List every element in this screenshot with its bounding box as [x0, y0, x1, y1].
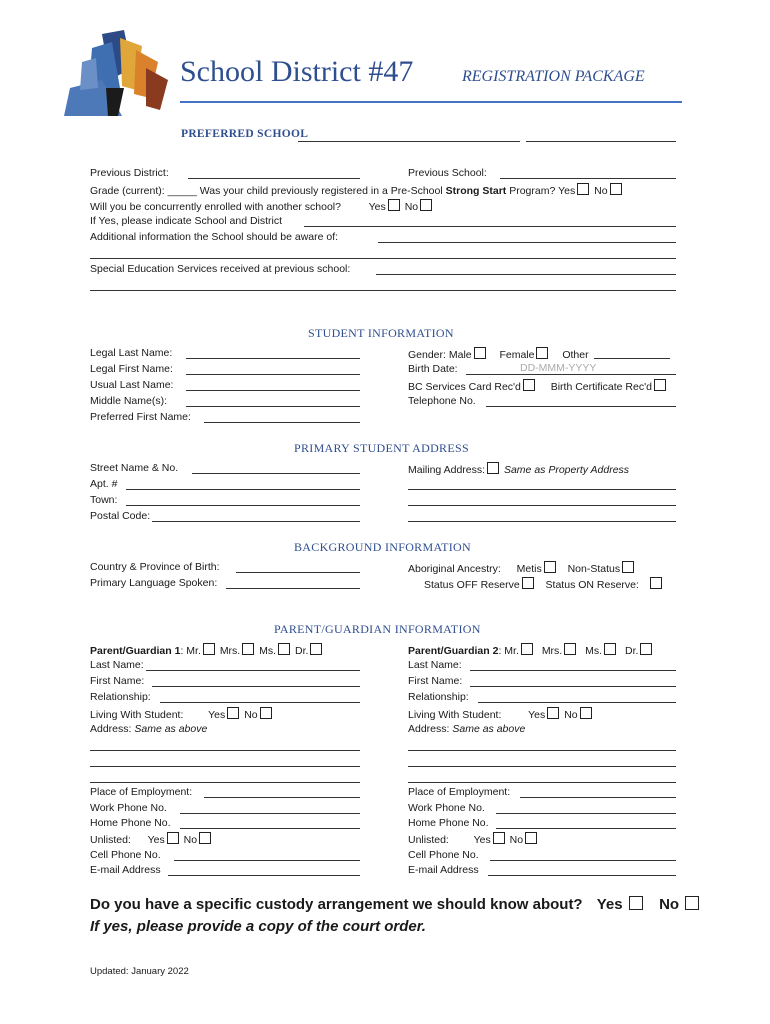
- g1-first-field[interactable]: [152, 686, 360, 687]
- g1-employment-field[interactable]: [204, 797, 360, 798]
- non-status-checkbox[interactable]: [622, 561, 634, 573]
- g1-home-phone-field[interactable]: [180, 828, 360, 829]
- additional-info-field[interactable]: [378, 242, 676, 243]
- g1-relationship-field[interactable]: [160, 702, 360, 703]
- special-ed-field-2[interactable]: [90, 290, 676, 291]
- postal-label: Postal Code:: [90, 510, 151, 522]
- gender-male-checkbox[interactable]: [474, 347, 486, 359]
- g2-work-phone-field[interactable]: [496, 813, 676, 814]
- g1-address-field-1[interactable]: [90, 750, 360, 751]
- street-field[interactable]: [192, 473, 360, 474]
- custody-yes-checkbox[interactable]: [629, 896, 643, 910]
- g2-cell-field[interactable]: [490, 860, 676, 861]
- custody-question-row: Do you have a specific custody arrangement we should know about? Yes No: [90, 896, 701, 913]
- g2-email-label: E-mail Address: [408, 864, 479, 876]
- g2-home-phone-label: Home Phone No.: [408, 817, 489, 829]
- previous-school-field[interactable]: [500, 178, 676, 179]
- g1-last-label: Last Name:: [90, 659, 144, 671]
- g1-dr-checkbox[interactable]: [310, 643, 322, 655]
- document-subtitle: REGISTRATION PACKAGE: [462, 68, 645, 85]
- middle-name-field[interactable]: [186, 406, 360, 407]
- mailing-field-2[interactable]: [408, 505, 676, 506]
- g1-address-field-2[interactable]: [90, 766, 360, 767]
- g2-unlisted-no-checkbox[interactable]: [525, 832, 537, 844]
- if-yes-school-label: If Yes, please indicate School and District: [90, 215, 283, 227]
- g1-unlisted-no-checkbox[interactable]: [199, 832, 211, 844]
- g2-first-label: First Name:: [408, 675, 463, 687]
- g1-mr-checkbox[interactable]: [203, 643, 215, 655]
- birth-date-placeholder: DD-MMM-YYYY: [520, 362, 597, 374]
- g1-employment-label: Place of Employment:: [90, 786, 193, 798]
- g2-ms-checkbox[interactable]: [604, 643, 616, 655]
- g2-address-field-2[interactable]: [408, 766, 676, 767]
- document-title: School District #47: [180, 55, 414, 88]
- g2-home-phone-field[interactable]: [496, 828, 676, 829]
- g1-cell-label: Cell Phone No.: [90, 849, 161, 861]
- apt-field[interactable]: [126, 489, 360, 490]
- legal-first-field[interactable]: [186, 374, 360, 375]
- g2-employment-field[interactable]: [520, 797, 676, 798]
- g1-last-field[interactable]: [146, 670, 360, 671]
- g1-living-no-checkbox[interactable]: [260, 707, 272, 719]
- birth-date-label: Birth Date:: [408, 363, 458, 375]
- g1-living-yes-checkbox[interactable]: [227, 707, 239, 719]
- g2-employment-label: Place of Employment:: [408, 786, 511, 798]
- status-row: Status OFF Reserve Status ON Reserve:: [424, 577, 664, 592]
- district-logo: [62, 28, 174, 120]
- g1-home-phone-label: Home Phone No.: [90, 817, 171, 829]
- legal-first-label: Legal First Name:: [90, 363, 173, 375]
- gender-female-checkbox[interactable]: [536, 347, 548, 359]
- g2-address-field-1[interactable]: [408, 750, 676, 751]
- additional-info-field-2[interactable]: [90, 258, 676, 259]
- status-on-checkbox[interactable]: [650, 577, 662, 589]
- g1-work-phone-label: Work Phone No.: [90, 802, 167, 814]
- student-info-heading: STUDENT INFORMATION: [308, 326, 454, 340]
- guardian1-title-row: Parent/Guardian 1: Mr. Mrs. Ms. Dr.: [90, 643, 324, 658]
- g1-relationship-label: Relationship:: [90, 691, 151, 703]
- g1-ms-checkbox[interactable]: [278, 643, 290, 655]
- concurrent-no-checkbox[interactable]: [420, 199, 432, 211]
- previous-school-label: Previous School:: [408, 167, 487, 179]
- background-heading: BACKGROUND INFORMATION: [294, 540, 471, 554]
- parent-heading: PARENT/GUARDIAN INFORMATION: [274, 622, 481, 636]
- g1-work-phone-field[interactable]: [180, 813, 360, 814]
- metis-checkbox[interactable]: [544, 561, 556, 573]
- g2-dr-checkbox[interactable]: [640, 643, 652, 655]
- previous-district-label: Previous District:: [90, 167, 169, 179]
- town-field[interactable]: [126, 505, 360, 506]
- g2-living-no-checkbox[interactable]: [580, 707, 592, 719]
- postal-field[interactable]: [152, 521, 360, 522]
- apt-label: Apt. #: [90, 478, 118, 490]
- g2-first-field[interactable]: [470, 686, 676, 687]
- telephone-field[interactable]: [486, 406, 676, 407]
- gender-other-field[interactable]: [594, 358, 670, 359]
- bc-card-checkbox[interactable]: [523, 379, 535, 391]
- g1-email-field[interactable]: [168, 875, 360, 876]
- country-label: Country & Province of Birth:: [90, 561, 220, 573]
- mailing-field-3[interactable]: [408, 521, 676, 522]
- guardian2-title-row: Parent/Guardian 2: Mr. Mrs. Ms. Dr.: [408, 643, 654, 658]
- g2-relationship-label: Relationship:: [408, 691, 469, 703]
- preferred-first-label: Preferred First Name:: [90, 411, 191, 423]
- usual-last-label: Usual Last Name:: [90, 379, 174, 391]
- if-yes-school-field[interactable]: [304, 226, 676, 227]
- grade-strongstart-row: Grade (current): _____ Was your child previously registered in a Pre-School Strong Start Program? Yes No: [90, 183, 624, 198]
- g1-unlisted-yes-checkbox[interactable]: [167, 832, 179, 844]
- g2-unlisted-yes-checkbox[interactable]: [493, 832, 505, 844]
- g1-address-row: Address: Same as above: [90, 723, 208, 735]
- preferred-school-field[interactable]: [298, 141, 520, 142]
- custody-no-checkbox[interactable]: [685, 896, 699, 910]
- g2-email-field[interactable]: [488, 875, 676, 876]
- language-field[interactable]: [226, 588, 360, 589]
- bc-card-row: BC Services Card Rec'd Birth Certificate Rec'd: [408, 379, 668, 394]
- status-off-checkbox[interactable]: [522, 577, 534, 589]
- g2-mr-checkbox[interactable]: [521, 643, 533, 655]
- street-label: Street Name & No.: [90, 462, 179, 474]
- ancestry-row: Aboriginal Ancestry: Metis Non-Status: [408, 561, 636, 576]
- custody-note: If yes, please provide a copy of the court order.: [90, 918, 426, 935]
- concurrent-yes-checkbox[interactable]: [388, 199, 400, 211]
- g1-mrs-checkbox[interactable]: [242, 643, 254, 655]
- g2-living-row: Living With Student: Yes No: [408, 707, 594, 722]
- birth-cert-checkbox[interactable]: [654, 379, 666, 391]
- g1-address-field-3[interactable]: [90, 782, 360, 783]
- g1-email-label: E-mail Address: [90, 864, 161, 876]
- g2-work-phone-label: Work Phone No.: [408, 802, 485, 814]
- preferred-first-field[interactable]: [204, 422, 360, 423]
- telephone-label: Telephone No.: [408, 395, 476, 407]
- g2-unlisted-row: Unlisted: Yes No: [408, 832, 539, 847]
- previous-district-field[interactable]: [188, 178, 360, 179]
- strongstart-yes-checkbox[interactable]: [577, 183, 589, 195]
- header-rule: [180, 101, 682, 103]
- g2-last-label: Last Name:: [408, 659, 462, 671]
- preferred-school-label: PREFERRED SCHOOL: [181, 128, 309, 140]
- special-ed-label: Special Education Services received at previous school:: [90, 263, 351, 275]
- mailing-row: Mailing Address: Same as Property Address: [408, 464, 630, 476]
- g1-unlisted-row: Unlisted: Yes No: [90, 832, 213, 847]
- special-ed-field[interactable]: [376, 274, 676, 275]
- preferred-school-field-2[interactable]: [526, 141, 676, 142]
- address-heading: PRIMARY STUDENT ADDRESS: [294, 441, 469, 455]
- mailing-field-1[interactable]: [408, 489, 676, 490]
- g2-relationship-field[interactable]: [478, 702, 676, 703]
- strongstart-no-checkbox[interactable]: [610, 183, 622, 195]
- g1-first-label: First Name:: [90, 675, 145, 687]
- country-field[interactable]: [236, 572, 360, 573]
- g2-last-field[interactable]: [470, 670, 676, 671]
- legal-last-label: Legal Last Name:: [90, 347, 173, 359]
- language-label: Primary Language Spoken:: [90, 577, 218, 589]
- g2-address-field-3[interactable]: [408, 782, 676, 783]
- legal-last-field[interactable]: [186, 358, 360, 359]
- usual-last-field[interactable]: [186, 390, 360, 391]
- mailing-same-checkbox[interactable]: [487, 462, 499, 474]
- middle-name-label: Middle Name(s):: [90, 395, 168, 407]
- g1-cell-field[interactable]: [174, 860, 360, 861]
- g1-living-row: Living With Student: Yes No: [90, 707, 274, 722]
- g2-address-row: Address: Same as above: [408, 723, 526, 735]
- g2-cell-label: Cell Phone No.: [408, 849, 479, 861]
- g2-mrs-checkbox[interactable]: [564, 643, 576, 655]
- concurrent-enrollment-row: Will you be concurrently enrolled with another school? Yes No: [90, 199, 434, 214]
- town-label: Town:: [90, 494, 118, 506]
- g2-living-yes-checkbox[interactable]: [547, 707, 559, 719]
- additional-info-label: Additional information the School should be aware of:: [90, 231, 339, 243]
- gender-row: Gender: Male Female Other: [408, 349, 589, 361]
- updated-date: Updated: January 2022: [90, 966, 189, 977]
